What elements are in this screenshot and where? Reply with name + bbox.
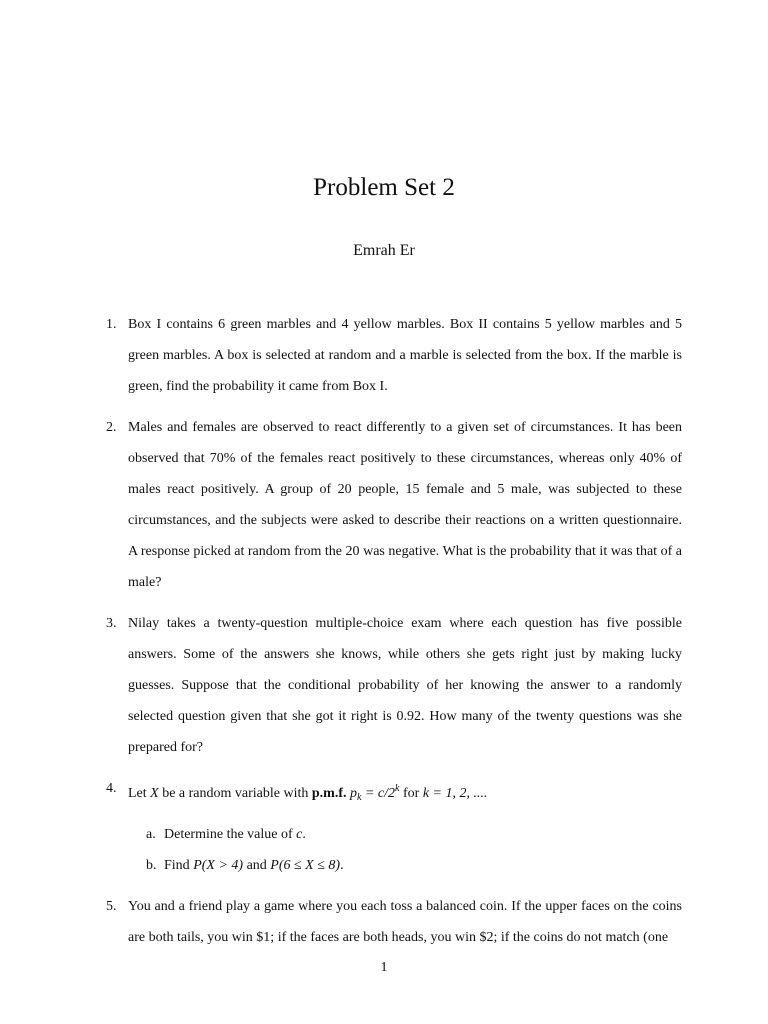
subpart-list — [128, 819, 682, 881]
problem-text-segment: be a random variable with — [158, 786, 312, 801]
subpart-letter: b. — [146, 858, 157, 873]
subpart-letter: a. — [146, 827, 156, 842]
problem-text: Box I contains 6 green marbles and 4 yellow marbles. Box II contains 5 yellow marbles and 5 green marbles. A box is selected at random and a marble is selected from the box. If the marble is green, find the probability it came from Box I. — [128, 317, 682, 394]
math-expression: c — [296, 827, 303, 842]
document-author: Emrah Er — [353, 242, 415, 259]
math-k-range: k = 1, 2, .... — [422, 786, 488, 801]
problem-4 — [106, 773, 682, 881]
problem-number: 2. — [106, 420, 117, 435]
subpart-a — [146, 819, 682, 850]
problem-number: 5. — [106, 899, 117, 914]
problem-text — [128, 773, 682, 813]
problem-2 — [106, 412, 682, 598]
subpart-text: and — [243, 858, 271, 873]
problem-number: 1. — [106, 317, 117, 332]
math-exponent: k — [395, 783, 400, 794]
subpart-text: . — [340, 858, 344, 873]
problem-text: Males and females are observed to react differently to a given set of circumstances. It has been observed that 70% of the females react positively to these circumstances, whereas only 40% of males react positively. A group of 20 people, 15 female and 5 male, was subjected to these circumstances, and the subjects were asked to describe their reactions on a written questionnaire. A response picked at random from the 20 was negative. What is the probability that it was that of a male? — [128, 420, 682, 590]
problem-text-segment: Let — [128, 786, 151, 801]
problem-text: Nilay takes a twenty-question multiple-choice exam where each question has five possible answers. Some of the answers she knows, while others she gets right just by making lucky guesses. Suppose that the conditional probability of her knowing the answer to a randomly selected question given that she got it right is 0.92. How many of the twenty questions was she prepared for? — [128, 616, 682, 755]
math-variable: X — [150, 786, 159, 801]
subpart-text: Find — [164, 858, 194, 873]
page-number: 1 — [380, 960, 388, 975]
problem-number: 4. — [106, 781, 117, 796]
problem-number: 3. — [106, 616, 117, 631]
problem-3 — [106, 608, 682, 763]
subpart-text: Determine the value of — [164, 827, 297, 842]
math-subscript: k — [357, 792, 362, 803]
subpart-b — [146, 850, 682, 881]
math-expression: P(6 ≤ X ≤ 8) — [270, 858, 341, 873]
subpart-text: . — [302, 827, 306, 842]
problem-list — [106, 309, 682, 963]
problem-text-segment: for — [399, 786, 423, 801]
problem-5 — [106, 891, 682, 953]
problem-1 — [106, 309, 682, 402]
document-title: Problem Set 2 — [313, 174, 455, 201]
math-expression: P(X > 4) — [193, 858, 244, 873]
pmf-label: p.m.f. — [311, 786, 347, 801]
math-p-symbol: p — [350, 786, 358, 801]
problem-text: You and a friend play a game where you each toss a balanced coin. If the upper faces on the coins are both tails, you win $1; if the faces are both heads, you win $2; if the coins do not match (one — [128, 899, 682, 945]
math-equation-rhs: = c/2 — [361, 786, 396, 801]
